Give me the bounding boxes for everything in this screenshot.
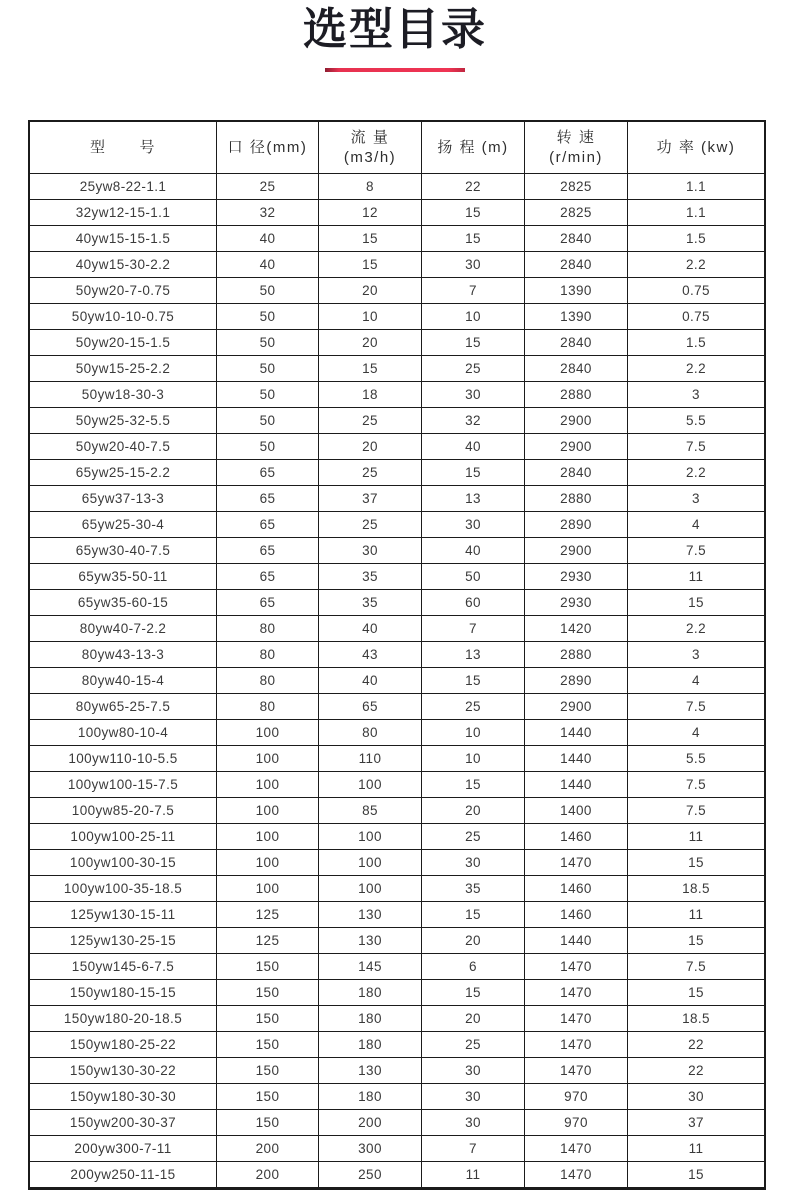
table-row	[30, 928, 764, 954]
cell-speed: 1470	[525, 1162, 628, 1188]
cell-model: 50yw18-30-3	[30, 382, 217, 408]
cell-model: 150yw180-20-18.5	[30, 1006, 217, 1032]
cell-power: 1.5	[628, 330, 764, 356]
cell-speed: 1440	[525, 772, 628, 798]
cell-model: 150yw145-6-7.5	[30, 954, 217, 980]
cell-head: 15	[422, 330, 525, 356]
column-header-power-label: 功 率 (kw)	[656, 138, 736, 156]
cell-flow: 145	[319, 954, 422, 980]
column-header-speed-sub: (r/min)	[549, 148, 603, 166]
cell-diameter: 150	[217, 1084, 319, 1110]
cell-diameter: 40	[217, 252, 319, 278]
cell-power: 1.1	[628, 174, 764, 200]
cell-head: 10	[422, 746, 525, 772]
column-header-flow	[319, 122, 422, 174]
cell-flow: 10	[319, 304, 422, 330]
cell-speed: 1460	[525, 876, 628, 902]
cell-model: 80yw43-13-3	[30, 642, 217, 668]
cell-model: 65yw35-50-11	[30, 564, 217, 590]
cell-speed: 1470	[525, 850, 628, 876]
column-header-flow-sub: (m3/h)	[343, 148, 397, 166]
cell-head: 15	[422, 902, 525, 928]
cell-model: 40yw15-30-2.2	[30, 252, 217, 278]
cell-diameter: 50	[217, 356, 319, 382]
cell-speed: 970	[525, 1084, 628, 1110]
table-row	[30, 200, 764, 226]
table-row	[30, 1162, 764, 1188]
cell-head: 20	[422, 928, 525, 954]
cell-speed: 1470	[525, 980, 628, 1006]
column-header-diameter-label: 口 径(mm)	[227, 138, 308, 156]
cell-speed: 1440	[525, 720, 628, 746]
cell-diameter: 125	[217, 902, 319, 928]
cell-diameter: 100	[217, 720, 319, 746]
cell-head: 60	[422, 590, 525, 616]
cell-model: 65yw30-40-7.5	[30, 538, 217, 564]
cell-speed: 1400	[525, 798, 628, 824]
cell-diameter: 150	[217, 1058, 319, 1084]
cell-head: 7	[422, 278, 525, 304]
table-row	[30, 1110, 764, 1136]
cell-speed: 2840	[525, 356, 628, 382]
cell-power: 3	[628, 382, 764, 408]
cell-head: 35	[422, 876, 525, 902]
cell-model: 150yw180-30-30	[30, 1084, 217, 1110]
cell-model: 32yw12-15-1.1	[30, 200, 217, 226]
cell-power: 3	[628, 486, 764, 512]
cell-head: 40	[422, 538, 525, 564]
table-header-row	[30, 122, 764, 174]
cell-flow: 43	[319, 642, 422, 668]
cell-head: 30	[422, 382, 525, 408]
cell-diameter: 150	[217, 1006, 319, 1032]
cell-speed: 1470	[525, 1058, 628, 1084]
cell-flow: 130	[319, 902, 422, 928]
cell-power: 11	[628, 902, 764, 928]
cell-head: 10	[422, 720, 525, 746]
table-body	[30, 174, 764, 1188]
cell-head: 22	[422, 174, 525, 200]
cell-model: 100yw100-30-15	[30, 850, 217, 876]
table-row	[30, 1084, 764, 1110]
cell-model: 100yw110-10-5.5	[30, 746, 217, 772]
cell-power: 11	[628, 824, 764, 850]
cell-speed: 2900	[525, 538, 628, 564]
table-row	[30, 538, 764, 564]
cell-power: 37	[628, 1110, 764, 1136]
cell-model: 100yw100-25-11	[30, 824, 217, 850]
cell-diameter: 100	[217, 746, 319, 772]
cell-model: 50yw15-25-2.2	[30, 356, 217, 382]
cell-flow: 100	[319, 850, 422, 876]
cell-flow: 200	[319, 1110, 422, 1136]
column-header-head-label: 扬 程 (m)	[437, 138, 509, 156]
cell-power: 30	[628, 1084, 764, 1110]
cell-model: 65yw25-15-2.2	[30, 460, 217, 486]
cell-power: 7.5	[628, 694, 764, 720]
cell-diameter: 65	[217, 538, 319, 564]
cell-head: 32	[422, 408, 525, 434]
cell-speed: 2930	[525, 564, 628, 590]
table-row	[30, 486, 764, 512]
cell-flow: 300	[319, 1136, 422, 1162]
cell-model: 50yw25-32-5.5	[30, 408, 217, 434]
table-row	[30, 850, 764, 876]
cell-flow: 40	[319, 616, 422, 642]
table-row	[30, 382, 764, 408]
cell-head: 6	[422, 954, 525, 980]
table-row	[30, 798, 764, 824]
cell-model: 100yw80-10-4	[30, 720, 217, 746]
table-row	[30, 720, 764, 746]
cell-diameter: 150	[217, 954, 319, 980]
cell-power: 2.2	[628, 252, 764, 278]
cell-power: 15	[628, 980, 764, 1006]
cell-head: 25	[422, 356, 525, 382]
cell-flow: 15	[319, 252, 422, 278]
cell-power: 7.5	[628, 538, 764, 564]
cell-diameter: 40	[217, 226, 319, 252]
table-wrap	[28, 120, 762, 1190]
cell-power: 4	[628, 668, 764, 694]
cell-diameter: 50	[217, 330, 319, 356]
cell-flow: 35	[319, 590, 422, 616]
cell-power: 22	[628, 1058, 764, 1084]
cell-head: 15	[422, 460, 525, 486]
table-row	[30, 1032, 764, 1058]
cell-flow: 65	[319, 694, 422, 720]
cell-model: 150yw180-25-22	[30, 1032, 217, 1058]
cell-speed: 1460	[525, 824, 628, 850]
cell-diameter: 125	[217, 928, 319, 954]
cell-power: 4	[628, 720, 764, 746]
cell-flow: 12	[319, 200, 422, 226]
cell-flow: 20	[319, 278, 422, 304]
table-row	[30, 408, 764, 434]
cell-flow: 85	[319, 798, 422, 824]
cell-head: 10	[422, 304, 525, 330]
cell-power: 7.5	[628, 772, 764, 798]
cell-power: 2.2	[628, 356, 764, 382]
cell-model: 25yw8-22-1.1	[30, 174, 217, 200]
cell-model: 150yw130-30-22	[30, 1058, 217, 1084]
cell-speed: 2825	[525, 200, 628, 226]
cell-diameter: 32	[217, 200, 319, 226]
cell-speed: 2880	[525, 486, 628, 512]
table-row	[30, 954, 764, 980]
table-row	[30, 668, 764, 694]
column-header-flow-label: 流 量	[350, 128, 390, 146]
table-row	[30, 330, 764, 356]
cell-head: 30	[422, 1110, 525, 1136]
cell-flow: 130	[319, 928, 422, 954]
table-row	[30, 590, 764, 616]
page-title: 选型目录	[303, 4, 487, 55]
cell-power: 15	[628, 850, 764, 876]
cell-head: 15	[422, 200, 525, 226]
cell-power: 2.2	[628, 616, 764, 642]
cell-flow: 25	[319, 460, 422, 486]
cell-diameter: 65	[217, 486, 319, 512]
cell-speed: 1390	[525, 278, 628, 304]
cell-power: 0.75	[628, 304, 764, 330]
cell-speed: 970	[525, 1110, 628, 1136]
cell-model: 50yw20-7-0.75	[30, 278, 217, 304]
cell-speed: 2900	[525, 408, 628, 434]
cell-diameter: 65	[217, 512, 319, 538]
table-row	[30, 642, 764, 668]
cell-diameter: 80	[217, 616, 319, 642]
cell-model: 100yw100-15-7.5	[30, 772, 217, 798]
cell-power: 5.5	[628, 746, 764, 772]
cell-diameter: 50	[217, 278, 319, 304]
cell-model: 80yw40-15-4	[30, 668, 217, 694]
cell-diameter: 150	[217, 1032, 319, 1058]
cell-flow: 30	[319, 538, 422, 564]
cell-flow: 40	[319, 668, 422, 694]
cell-speed: 2930	[525, 590, 628, 616]
cell-flow: 110	[319, 746, 422, 772]
cell-model: 200yw250-11-15	[30, 1162, 217, 1188]
cell-model: 65yw37-13-3	[30, 486, 217, 512]
table-row	[30, 356, 764, 382]
cell-head: 30	[422, 512, 525, 538]
cell-speed: 2840	[525, 460, 628, 486]
cell-model: 100yw85-20-7.5	[30, 798, 217, 824]
column-header-speed-label: 转 速	[556, 128, 596, 146]
cell-flow: 8	[319, 174, 422, 200]
cell-diameter: 100	[217, 824, 319, 850]
cell-head: 25	[422, 1032, 525, 1058]
table-row	[30, 434, 764, 460]
cell-power: 0.75	[628, 278, 764, 304]
table-row	[30, 694, 764, 720]
cell-diameter: 100	[217, 876, 319, 902]
cell-speed: 1470	[525, 1032, 628, 1058]
cell-speed: 1440	[525, 928, 628, 954]
cell-speed: 2900	[525, 694, 628, 720]
column-header-model-label: 型 号	[89, 138, 156, 156]
column-header-power	[628, 122, 764, 174]
cell-speed: 2825	[525, 174, 628, 200]
cell-flow: 180	[319, 1006, 422, 1032]
cell-diameter: 150	[217, 1110, 319, 1136]
cell-diameter: 50	[217, 304, 319, 330]
table-row	[30, 174, 764, 200]
cell-flow: 20	[319, 434, 422, 460]
cell-head: 15	[422, 980, 525, 1006]
column-header-speed	[525, 122, 628, 174]
cell-model: 125yw130-25-15	[30, 928, 217, 954]
table-row	[30, 616, 764, 642]
cell-power: 15	[628, 590, 764, 616]
cell-head: 13	[422, 642, 525, 668]
cell-diameter: 80	[217, 668, 319, 694]
table-row	[30, 278, 764, 304]
cell-model: 65yw35-60-15	[30, 590, 217, 616]
cell-power: 18.5	[628, 876, 764, 902]
cell-model: 50yw20-15-1.5	[30, 330, 217, 356]
cell-head: 30	[422, 1084, 525, 1110]
cell-flow: 80	[319, 720, 422, 746]
cell-speed: 1460	[525, 902, 628, 928]
cell-power: 11	[628, 564, 764, 590]
catalog-page	[0, 6, 790, 1190]
cell-flow: 35	[319, 564, 422, 590]
cell-speed: 2890	[525, 668, 628, 694]
cell-diameter: 80	[217, 642, 319, 668]
cell-flow: 180	[319, 1084, 422, 1110]
table-row	[30, 460, 764, 486]
table-row	[30, 1136, 764, 1162]
cell-head: 20	[422, 1006, 525, 1032]
cell-flow: 25	[319, 408, 422, 434]
cell-model: 200yw300-7-11	[30, 1136, 217, 1162]
cell-head: 30	[422, 850, 525, 876]
cell-power: 15	[628, 928, 764, 954]
cell-head: 30	[422, 252, 525, 278]
cell-diameter: 50	[217, 434, 319, 460]
cell-power: 11	[628, 1136, 764, 1162]
cell-power: 5.5	[628, 408, 764, 434]
cell-speed: 2840	[525, 252, 628, 278]
cell-speed: 1420	[525, 616, 628, 642]
cell-head: 20	[422, 798, 525, 824]
cell-head: 25	[422, 824, 525, 850]
table-row	[30, 564, 764, 590]
cell-head: 7	[422, 616, 525, 642]
cell-diameter: 65	[217, 460, 319, 486]
cell-speed: 2900	[525, 434, 628, 460]
cell-head: 40	[422, 434, 525, 460]
cell-head: 13	[422, 486, 525, 512]
cell-head: 11	[422, 1162, 525, 1188]
cell-model: 65yw25-30-4	[30, 512, 217, 538]
cell-flow: 18	[319, 382, 422, 408]
cell-power: 1.5	[628, 226, 764, 252]
cell-diameter: 150	[217, 980, 319, 1006]
table-row	[30, 876, 764, 902]
table-row	[30, 980, 764, 1006]
column-header-diameter	[217, 122, 319, 174]
cell-speed: 1470	[525, 1136, 628, 1162]
cell-model: 80yw65-25-7.5	[30, 694, 217, 720]
column-header-model	[30, 122, 217, 174]
cell-speed: 1470	[525, 954, 628, 980]
table-row	[30, 824, 764, 850]
cell-power: 15	[628, 1162, 764, 1188]
cell-flow: 15	[319, 226, 422, 252]
cell-power: 4	[628, 512, 764, 538]
cell-diameter: 50	[217, 382, 319, 408]
cell-diameter: 25	[217, 174, 319, 200]
cell-diameter: 100	[217, 850, 319, 876]
cell-head: 15	[422, 226, 525, 252]
table-row	[30, 902, 764, 928]
cell-flow: 15	[319, 356, 422, 382]
cell-head: 50	[422, 564, 525, 590]
table-row	[30, 226, 764, 252]
cell-flow: 130	[319, 1058, 422, 1084]
cell-power: 7.5	[628, 434, 764, 460]
cell-speed: 2880	[525, 382, 628, 408]
cell-flow: 100	[319, 772, 422, 798]
cell-flow: 25	[319, 512, 422, 538]
title-underline	[325, 68, 465, 72]
cell-flow: 180	[319, 980, 422, 1006]
cell-diameter: 200	[217, 1136, 319, 1162]
cell-power: 2.2	[628, 460, 764, 486]
cell-speed: 1390	[525, 304, 628, 330]
cell-speed: 2880	[525, 642, 628, 668]
cell-diameter: 200	[217, 1162, 319, 1188]
cell-model: 80yw40-7-2.2	[30, 616, 217, 642]
cell-head: 25	[422, 694, 525, 720]
column-header-head	[422, 122, 525, 174]
cell-flow: 100	[319, 876, 422, 902]
cell-power: 18.5	[628, 1006, 764, 1032]
cell-head: 15	[422, 668, 525, 694]
cell-model: 150yw180-15-15	[30, 980, 217, 1006]
table-row	[30, 512, 764, 538]
selection-table	[28, 120, 766, 1190]
cell-flow: 250	[319, 1162, 422, 1188]
cell-diameter: 80	[217, 694, 319, 720]
cell-model: 150yw200-30-37	[30, 1110, 217, 1136]
cell-model: 40yw15-15-1.5	[30, 226, 217, 252]
cell-diameter: 100	[217, 772, 319, 798]
cell-diameter: 50	[217, 408, 319, 434]
table-row	[30, 1006, 764, 1032]
table-row	[30, 252, 764, 278]
table-row	[30, 304, 764, 330]
cell-head: 7	[422, 1136, 525, 1162]
cell-model: 50yw10-10-0.75	[30, 304, 217, 330]
cell-speed: 1440	[525, 746, 628, 772]
table-row	[30, 1058, 764, 1084]
cell-speed: 2840	[525, 330, 628, 356]
cell-model: 100yw100-35-18.5	[30, 876, 217, 902]
cell-diameter: 65	[217, 590, 319, 616]
cell-flow: 37	[319, 486, 422, 512]
cell-power: 3	[628, 642, 764, 668]
cell-diameter: 65	[217, 564, 319, 590]
cell-power: 22	[628, 1032, 764, 1058]
cell-model: 50yw20-40-7.5	[30, 434, 217, 460]
cell-head: 30	[422, 1058, 525, 1084]
table-row	[30, 772, 764, 798]
cell-power: 7.5	[628, 954, 764, 980]
cell-flow: 20	[319, 330, 422, 356]
cell-head: 15	[422, 772, 525, 798]
cell-speed: 2890	[525, 512, 628, 538]
cell-speed: 2840	[525, 226, 628, 252]
cell-speed: 1470	[525, 1006, 628, 1032]
cell-diameter: 100	[217, 798, 319, 824]
table-row	[30, 746, 764, 772]
cell-power: 7.5	[628, 798, 764, 824]
cell-power: 1.1	[628, 200, 764, 226]
cell-model: 125yw130-15-11	[30, 902, 217, 928]
cell-flow: 100	[319, 824, 422, 850]
cell-flow: 180	[319, 1032, 422, 1058]
